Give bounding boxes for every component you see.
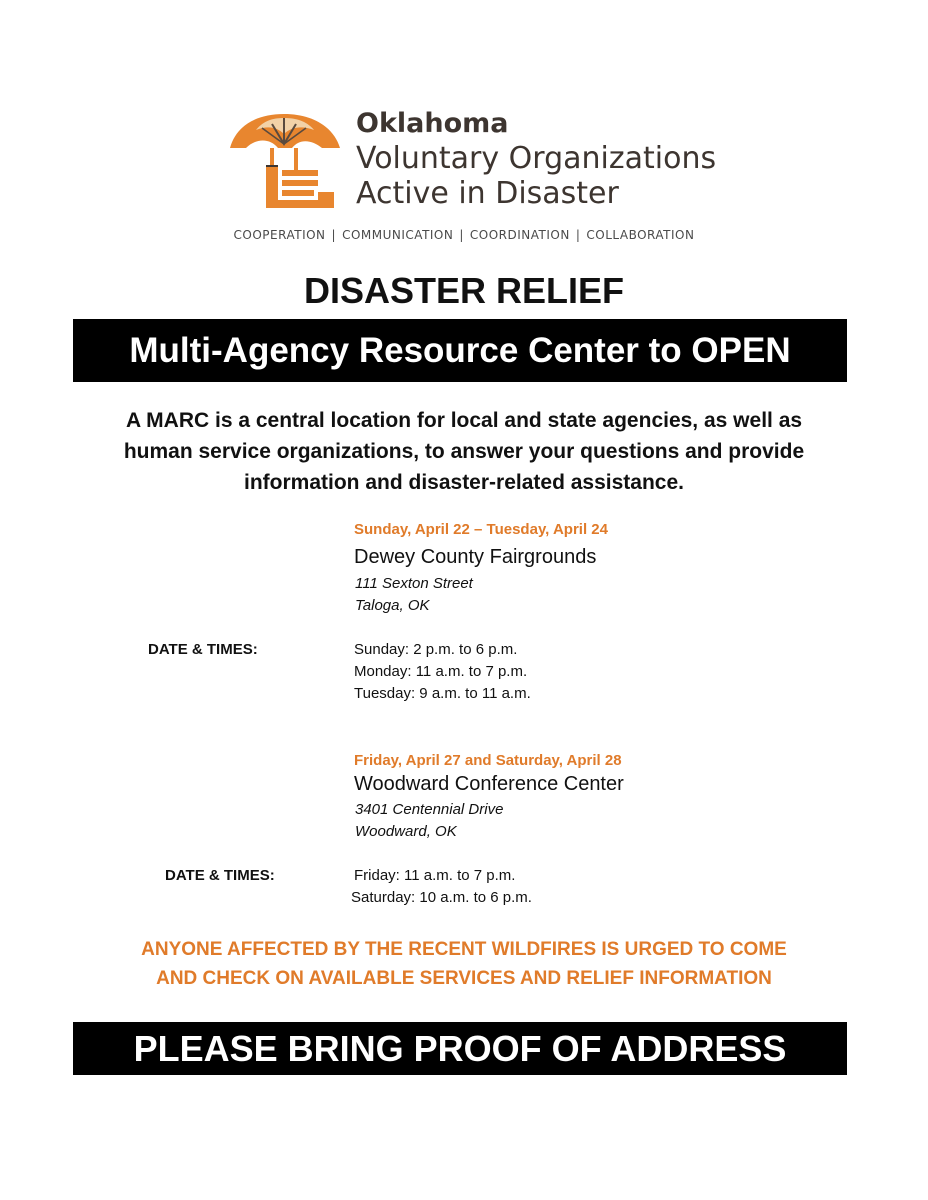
tagline-word: COMMUNICATION — [342, 228, 454, 242]
org-tagline — [0, 228, 928, 242]
intro-line: information and disaster-related assistance. — [244, 471, 684, 494]
tagline-separator: | — [459, 228, 464, 242]
org-name-line2: Voluntary Organizations — [356, 141, 717, 176]
location-venue: Woodward Conference Center — [354, 773, 624, 795]
org-name-line3: Active in Disaster — [356, 176, 619, 211]
location-address-city: Taloga, OK — [355, 597, 430, 614]
tagline-word: COLLABORATION — [586, 228, 695, 242]
date-times-label: DATE & TIMES: — [148, 641, 258, 658]
location-address-street: 111 Sexton Street — [355, 575, 473, 592]
intro-line: A MARC is a central location for local and state agencies, as well as — [125, 409, 803, 432]
org-name: Oklahoma — [356, 108, 509, 139]
time-entry: Monday: 11 a.m. to 7 p.m. — [354, 663, 528, 680]
time-entry: Sunday: 2 p.m. to 6 p.m. — [354, 641, 518, 658]
location-address-street: 3401 Centennial Drive — [355, 801, 504, 818]
tagline-word: COORDINATION — [469, 228, 570, 242]
notice-line: AND CHECK ON AVAILABLE SERVICES AND RELIEF INFORMATION — [156, 968, 772, 989]
page-title: DISASTER RELIEF — [303, 270, 625, 311]
marc-banner: Multi-Agency Resource Center to OPEN — [73, 319, 847, 382]
tagline-word: COOPERATION — [233, 228, 326, 242]
intro-line: human service organizations, to answer your questions and provide — [123, 440, 805, 463]
time-entry: Friday: 11 a.m. to 7 p.m. — [354, 867, 516, 884]
tagline-separator: | — [575, 228, 581, 242]
time-entry: Tuesday: 9 a.m. to 11 a.m. — [354, 685, 531, 702]
location-address-city: Woodward, OK — [355, 823, 457, 840]
wildfire-notice — [60, 935, 868, 993]
location-venue: Dewey County Fairgrounds — [354, 546, 597, 568]
proof-of-address-banner: PLEASE BRING PROOF OF ADDRESS — [73, 1022, 847, 1075]
intro-paragraph — [60, 405, 868, 498]
location-date-range: Sunday, April 22 – Tuesday, April 24 — [354, 521, 608, 538]
date-times-label: DATE & TIMES: — [165, 867, 275, 884]
umbrella-tree-logo-icon — [226, 104, 344, 214]
notice-line: ANYONE AFFECTED BY THE RECENT WILDFIRES IS URGED TO COME — [141, 939, 787, 960]
time-entry: Saturday: 10 a.m. to 6 p.m. — [351, 889, 532, 906]
location-date-range: Friday, April 27 and Saturday, April 28 — [354, 752, 622, 769]
tagline-separator: | — [331, 228, 337, 242]
